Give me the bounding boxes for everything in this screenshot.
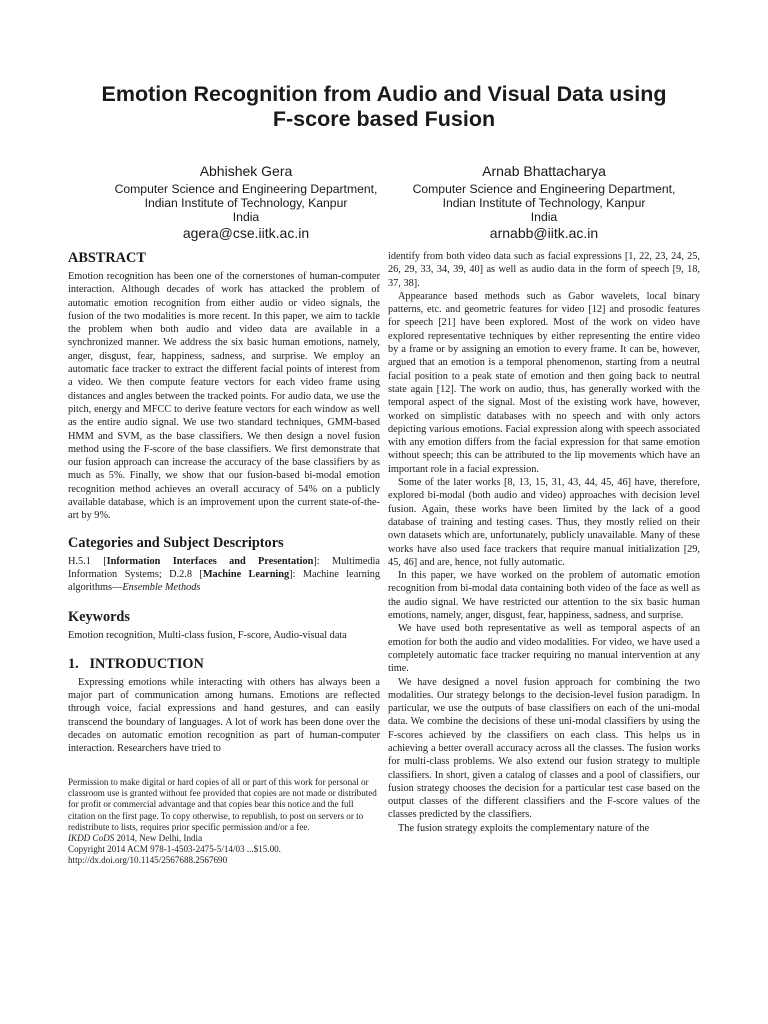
categories-text [68, 555, 380, 595]
abstract-heading: ABSTRACT [68, 250, 146, 266]
introduction-heading: 1. INTRODUCTION [68, 655, 204, 672]
author-institution: Indian Institute of Technology, Kanpur [442, 196, 646, 210]
conference-line [68, 833, 382, 844]
categories-italic: Ensemble Methods [122, 582, 201, 594]
categories-bold: Information Interfaces and Presentation [106, 555, 314, 567]
introduction-paragraph: The fusion strategy exploits the complementary nature of the [398, 822, 650, 834]
title-line-1: Emotion Recognition from Audio and Visual Data using [101, 82, 667, 106]
permission-footnote [68, 777, 382, 867]
keywords-text: Emotion recognition, Multi-class fusion, F-score, Audio-visual data [68, 629, 347, 641]
introduction-paragraph: identify from both video data such as facial expressions [1, 22, 23, 24, 25, 26, 29, 33, 34, 39, 40] as well as audio data in the form of speech [9, 18, 37, 38]. [388, 251, 700, 289]
author-name: Abhishek Gera [199, 163, 293, 179]
title-line-2: F-score based Fusion [272, 107, 496, 131]
introduction-paragraph: We have used both representative as well as temporal aspects of an emotion for both the audio and video modalities. For video, we have used a completely automatic face tracker requiring no manual intervention at any time. [388, 623, 700, 675]
permission-text: Permission to make digital or hard copies of all or part of this work for personal or classroom use is granted without fee provided that copies are not made or distributed for profit or commercial advantage and that copies bear this notice and the full citation on the first page. To copy otherwise, to republish, to post on servers or to redistribute to lists, requires prior specific permission and/or a fee. [68, 777, 377, 832]
author-department: Computer Science and Engineering Department, [412, 182, 676, 196]
author-block-1 [96, 162, 396, 242]
author-email: agera@cse.iitk.ac.in [182, 225, 310, 241]
introduction-paragraph: Expressing emotions while interacting with others has always been a major part of communication among humans. Emotions are reflected through voice, facial expressions and hand gestures, and can easily transcend the boundary of languages. A lot of work has been done over the decades on automatic emotion recognition as part of human-computer interaction. Researchers have tried to [68, 676, 380, 755]
copyright-line: Copyright 2014 ACM 978-1-4503-2475-5/14/03 ...$15.00. [68, 844, 281, 855]
introduction-paragraph: Some of the later works [8, 13, 15, 31, 43, 44, 45, 46] have, therefore, explored bi-modal (both audio and video) approaches with decision level fusion. Again, these works have been limited by the lack of a good database of training and testing cases. Thus, they mostly relied on their own datasets which are, unfortunately, publicly unavailable. Many of these works have also used face trackers that require manual initialization [29, 45, 46] and are, hence, not fully automatic. [388, 477, 700, 568]
categories-heading: Categories and Subject Descriptors [68, 534, 284, 551]
introduction-paragraph: In this paper, we have worked on the problem of automatic emotion recognition from bi-modal data containing both video of the face as well as the audio signal. We have restricted our attention to the six basic human emotions, namely, anger, disgust, fear, happiness, sadness, and surprise. [388, 570, 700, 622]
author-block-2 [394, 162, 694, 242]
abstract-text: Emotion recognition has been one of the cornerstones of human-computer interaction. Although decades of work has attacked the problem of automatic emotion recognition from either audio or video signals, the fusion of the two modalities is more recent. In this paper, we aim to tackle the problem when both audio and video data are available in a synchronized manner. We address the six basic human emotions, namely, anger, disgust, fear, happiness, sadness, and surprise. We employ an automatic face tracker to extract the different facial points of interest from a video. We then compute feature vectors for each video frame using distances and angles between the tracked points. For audio data, we use the pitch, energy and MFCC to derive feature vectors for each window as well as the entire audio signal. We use two standard techniques, GMM-based HMM and SVM, as the base classifiers. We then design a novel fusion method using the F-score of the base classifiers. We first demonstrate that our fusion approach can increase the accuracy of the base classifiers by as much as 5%. Finally, we show that our fusion-based bi-modal emotion recognition method achieves an overall accuracy of 54% on a publicly available database, which is an improvement upon the current state-of-the-art by 9%. [68, 271, 380, 522]
categories-part: ]: Multimedia Information Systems; D.2.8 [ [68, 555, 380, 580]
introduction-paragraph: We have designed a novel fusion approach for combining the two modalities. Our strategy belongs to the decision-level fusion paradigm. In particular, we use the outputs of base classifiers on each of the uni-modal data. We combine the decisions of these uni-modal classifiers by using the F-scores achieved by the classifiers on each class. This helps us in achieving a better overall accuracy across all the classes. The fusion works for multi-class problems. We also extend our fusion strategy to multiple classifiers. In short, given a catalog of classes and a pool of classifiers, our fusion strategy chooses the decision for a particular test case based on the output classes of the different classifiers and the F-score values of the classes predicted by the classifiers. [388, 676, 700, 821]
author-country: India [530, 210, 558, 224]
right-column [388, 250, 700, 835]
categories-part: ]: Machine learning algorithms— [68, 568, 380, 594]
keywords-heading: Keywords [68, 608, 130, 625]
categories-part: H.5.1 [ [68, 555, 107, 567]
author-name: Arnab Bhattacharya [482, 163, 606, 179]
conference-name: IKDD CoDS [68, 833, 115, 844]
introduction-paragraph: Appearance based methods such as Gabor wavelets, local binary patterns, etc. and geometric features for video [12] and prosodic features for speech [21] have been explored. Most of the work on video have explored representative techniques by either representing the entire video by a frame or by assigning an emotion to every frame. It can be, however, argued that an emotion is a temporal phenomenon, starting from a neutral facial position to a peak state of emotion and then going back to neutral state again [12]. The work on audio, thus, has generally worked with the temporal aspect of the signal. Most of the existing work have, however, worked on simplistic databases with no speech and with only actors depicting various emotions. Facial expression along with speech associated with any emotion differs from the facial expression for that same emotion without speech; this can be attributed to the lip movements which have an important role in a facial expression. [388, 290, 700, 475]
author-email: arnabb@iitk.ac.in [489, 225, 599, 241]
author-department: Computer Science and Engineering Department, [114, 182, 378, 196]
categories-bold: Machine Learning [202, 568, 290, 580]
doi-link[interactable]: http://dx.doi.org/10.1145/2567688.2567690 [68, 855, 228, 866]
paper-title [40, 82, 728, 132]
left-column [68, 250, 380, 756]
conference-location: 2014, New Delhi, India [114, 833, 203, 844]
author-institution: Indian Institute of Technology, Kanpur [144, 196, 348, 210]
author-country: India [232, 210, 260, 224]
